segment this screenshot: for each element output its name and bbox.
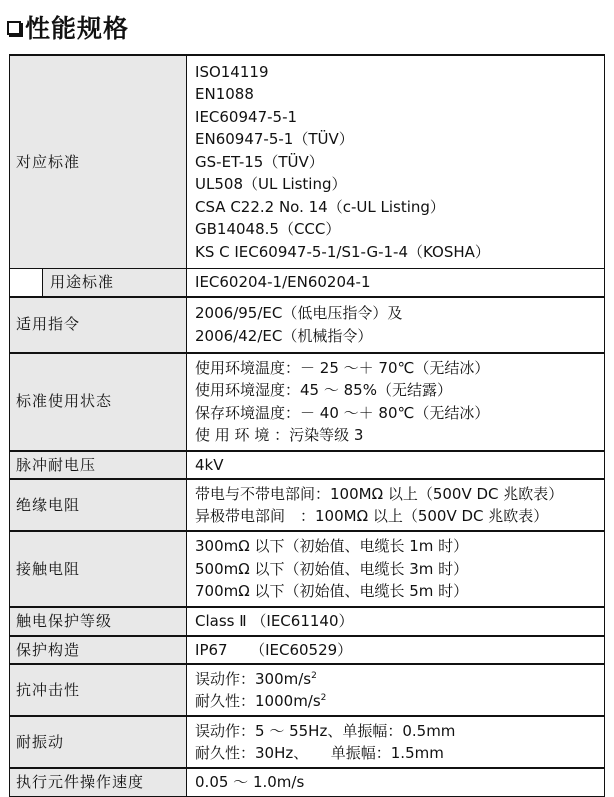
value-line: 500mΩ 以下（初始值、电缆长 3m 时） (195, 559, 469, 578)
spec-table (9, 54, 605, 797)
value-line: UL508（UL Listing） (195, 175, 347, 194)
row-label-directives: 适用指令 (10, 297, 187, 353)
value-line: KS C IEC60947-5-1/S1-G-1-4（KOSHA） (195, 242, 490, 261)
value-line: 2006/42/EC（机械指令） (195, 326, 373, 345)
row-value-protection-structure: IP67 （IEC60529） (187, 636, 605, 665)
value-line: 误动作：5 ～ 55Hz、单振幅：0.5mm (195, 721, 456, 740)
table-row (10, 451, 605, 480)
row-label-shock: 抗冲击性 (10, 664, 187, 716)
row-label-contact-resistance: 接触电阻 (10, 531, 187, 607)
value-line: IEC60947-5-1 (195, 107, 298, 126)
section-title (7, 10, 129, 44)
row-value-impulse-voltage: 4kV (187, 451, 605, 480)
table-row (10, 716, 605, 768)
value-line: EN1088 (195, 85, 254, 104)
value-line: 2006/95/EC（低电压指令）及 (195, 304, 403, 322)
section-title-text: 性能规格 (25, 14, 130, 43)
row-label-insulation: 绝缘电阻 (10, 479, 187, 531)
row-value-shock (187, 664, 605, 716)
shock-durability-text: 耐久性：1000m/s (195, 692, 321, 710)
table-row (10, 531, 605, 607)
unit-exponent: 2 (320, 693, 327, 703)
row-value-standards (187, 55, 605, 269)
row-value-conditions (187, 353, 605, 451)
value-line: CSA C22.2 No. 14（c-UL Listing） (195, 197, 445, 216)
value-line: EN60947-5-1（TÜV） (195, 130, 354, 149)
value-line: 使用环境温度：－ 25 ～＋ 70℃（无结冰） (195, 358, 490, 377)
value-line: GS-ET-15（TÜV） (195, 152, 324, 171)
row-label-protection-structure: 保护构造 (10, 636, 187, 665)
value-line: 使 用 环 境 ：污染等级 3 (195, 426, 364, 444)
row-value-vibration (187, 716, 605, 768)
row-label-purpose-standard: 用途标准 (43, 269, 187, 297)
table-row (10, 664, 605, 716)
table-row (10, 636, 605, 665)
unit-exponent: 2 (311, 670, 317, 681)
table-row (10, 55, 605, 269)
table-row (10, 479, 605, 531)
row-indent-spacer (10, 269, 43, 297)
checkbox-bullet-icon (7, 21, 21, 35)
table-row (10, 297, 605, 353)
row-value-contact-resistance (187, 531, 605, 607)
shock-malfunction-text: 误动作：300m/s (195, 669, 312, 688)
value-line: 保存环境温度：－ 40 ～＋ 80℃（无结冰） (195, 403, 490, 422)
value-line: 带电与不带电部间：100MΩ 以上（500V DC 兆欧表） (195, 484, 564, 503)
row-value-shock-protection: Class Ⅱ （IEC61140） (187, 607, 605, 636)
table-row (10, 353, 605, 451)
row-label-shock-protection: 触电保护等级 (10, 607, 187, 636)
row-value-directives (187, 297, 605, 353)
value-line: 300mΩ 以下（初始值、电缆长 1m 时） (195, 537, 469, 556)
row-label-standards: 对应标准 (10, 55, 187, 269)
table-row (10, 607, 605, 636)
row-value-insulation (187, 479, 605, 531)
value-line: 异极带电部间 ：100MΩ 以上（500V DC 兆欧表） (195, 507, 549, 525)
row-value-purpose-standard: IEC60204-1/EN60204-1 (187, 269, 605, 297)
row-label-conditions: 标准使用状态 (10, 353, 187, 451)
value-line: 耐久性：30Hz、 单振幅：1.5mm (195, 744, 444, 762)
value-line: 使用环境湿度：45 ～ 85%（无结露） (195, 381, 452, 399)
row-label-impulse-voltage: 脉冲耐电压 (10, 451, 187, 480)
value-line (195, 668, 600, 691)
value-line: 700mΩ 以下（初始值、电缆长 5m 时） (195, 582, 469, 601)
table-row (10, 768, 605, 796)
value-line: ISO14119 (195, 62, 269, 81)
row-label-vibration: 耐振动 (10, 716, 187, 768)
table-row (10, 269, 605, 297)
value-line (195, 690, 600, 713)
value-line: GB14048.5（CCC） (195, 220, 341, 239)
row-label-actuator-speed: 执行元件操作速度 (10, 768, 187, 796)
row-value-actuator-speed: 0.05 ～ 1.0m/s (187, 768, 605, 796)
